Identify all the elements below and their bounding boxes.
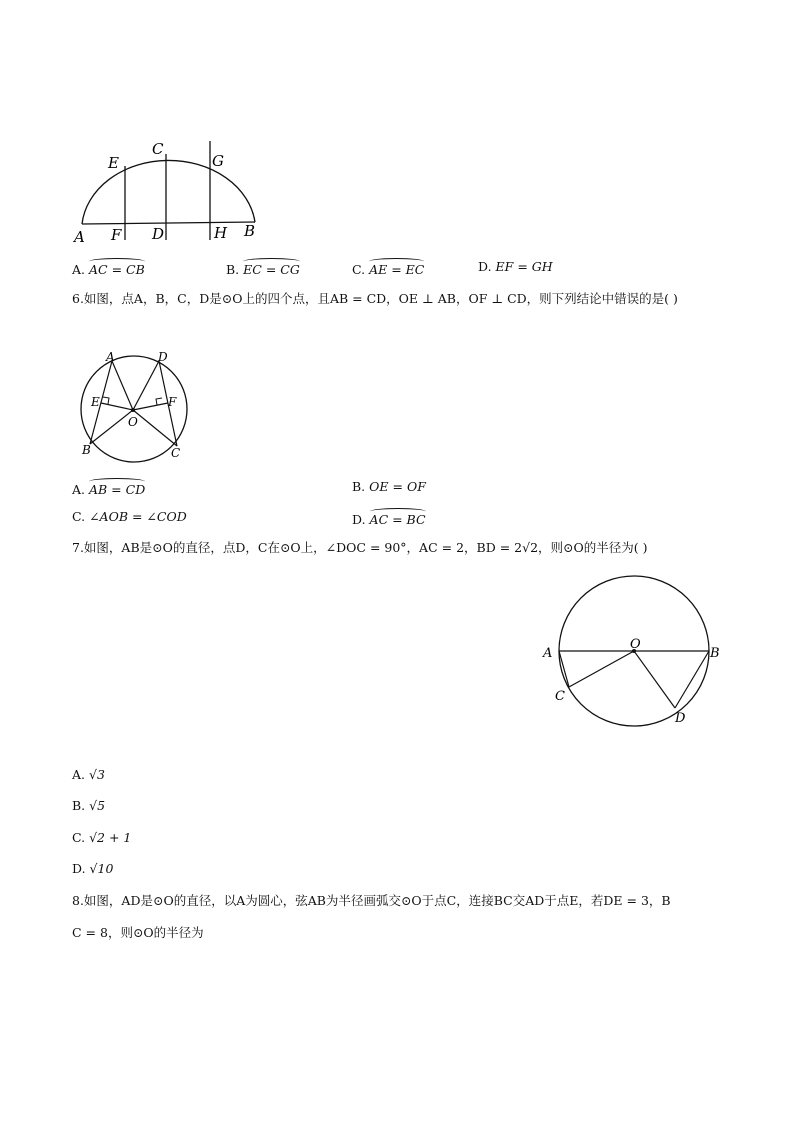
figure-q6-circle xyxy=(72,346,232,470)
fig6-label-b: B xyxy=(82,443,91,457)
fig6-label-a: A xyxy=(106,350,115,364)
q6-option-b[interactable]: B. OE = OF xyxy=(352,479,426,494)
q6-option-d[interactable]: D. AC = BC xyxy=(352,508,426,529)
q8-stem-line1: 8.如图，AD是⊙O的直径，以A为圆心，弦AB为半径画弧交⊙O于点C，连接BC交AD于点E，若DE = 3，B xyxy=(72,893,671,908)
fig6-label-o: O xyxy=(128,415,138,429)
q8-stem-line2: C = 8，则⊙O的半径为 xyxy=(72,925,204,940)
q7-option-b[interactable]: B. √5 xyxy=(72,798,106,813)
q6-option-a[interactable]: A. AB = CD xyxy=(72,478,145,499)
q6-stem: 6.如图，点A，B，C，D是⊙O上的四个点，且AB = CD，OE ⊥ AB，OF ⊥ CD，则下列结论中错误的是( ) xyxy=(72,291,678,306)
figure-q5-semicircle xyxy=(72,136,272,246)
fig7-label-c: C xyxy=(555,689,565,704)
q7-option-c[interactable]: C. √2 + 1 xyxy=(72,830,132,845)
fig5-label-d: D xyxy=(152,225,165,243)
fig7-label-a: A xyxy=(543,646,553,661)
figure-q7-circle xyxy=(538,570,728,732)
fig5-label-a: A xyxy=(74,228,85,246)
q6-option-c[interactable]: C. ∠AOB = ∠COD xyxy=(72,509,187,524)
q5-option-a[interactable]: A. AC = CB xyxy=(72,258,145,279)
fig5-label-f: F xyxy=(111,226,122,244)
q7-option-a[interactable]: A. √3 xyxy=(72,767,105,782)
fig5-label-e: E xyxy=(108,154,119,172)
q5-option-b[interactable]: B. EC = CG xyxy=(226,258,300,279)
fig7-label-o: O xyxy=(630,637,641,652)
fig6-label-f: F xyxy=(168,395,177,409)
fig5-label-c: C xyxy=(152,140,164,158)
q5-option-d[interactable]: D. EF = GH xyxy=(478,259,553,274)
q5-option-c[interactable]: C. AE = EC xyxy=(352,258,424,279)
fig6-label-e: E xyxy=(91,395,100,409)
q7-stem: 7.如图，AB是⊙O的直径，点D，C在⊙O上，∠DOC = 90°，AC = 2，BD = 2√2，则⊙O的半径为( ) xyxy=(72,540,648,555)
fig6-label-d: D xyxy=(158,350,168,364)
fig6-label-c: C xyxy=(171,446,181,460)
q7-option-d[interactable]: D. √10 xyxy=(72,861,114,876)
fig5-label-g: G xyxy=(212,152,224,170)
fig7-label-d: D xyxy=(675,711,686,726)
fig5-label-b: B xyxy=(244,222,256,240)
fig5-label-h: H xyxy=(214,224,228,242)
fig7-label-b: B xyxy=(710,646,720,661)
